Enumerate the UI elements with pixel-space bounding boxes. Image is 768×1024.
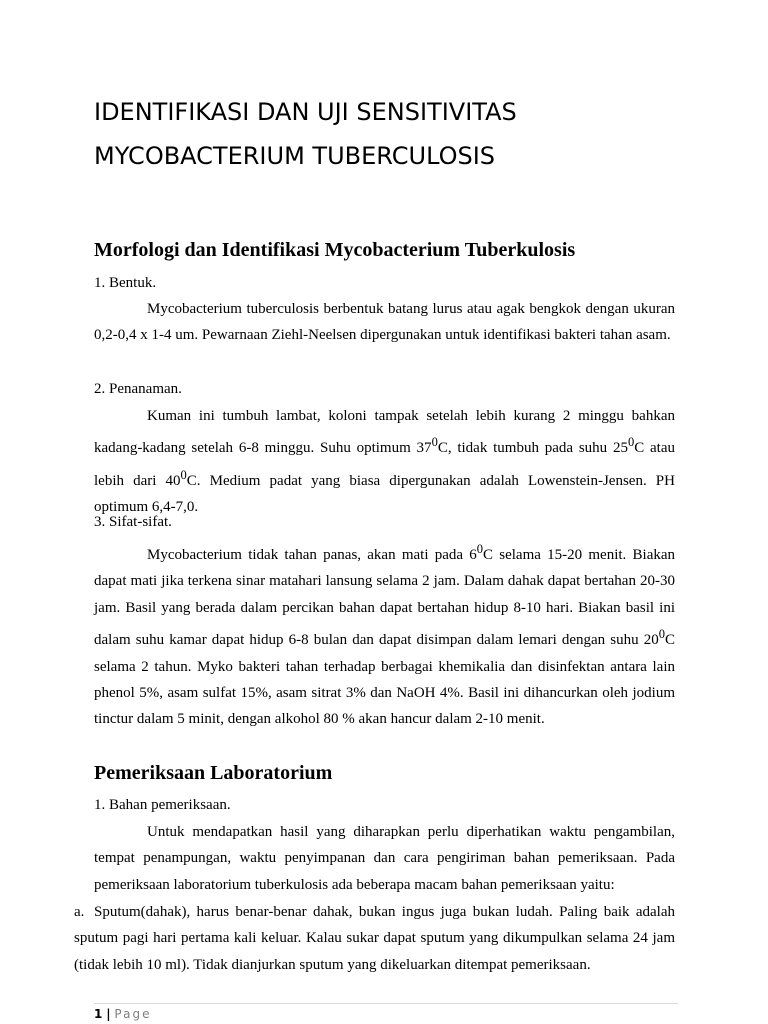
document-title-line-2: MYCOBACTERIUM TUBERCULOSIS (94, 142, 496, 170)
page-number: 1 (94, 1007, 103, 1021)
section-heading-morfologi: Morfologi dan Identifikasi Mycobacterium Tuberkulosis (94, 239, 576, 261)
paragraph-sifat: Mycobacterium tidak tahan panas, akan mati pada $6^0C$ selama 15-20 menit. Biakan dapat mati jika terkena sinar matahari lansung selama 2 jam. Dalam dahak dapat bertahan 20-30 jam. Basil yang berada dalam percikan bahan dapat bertahan hidup 8-10 hari. Biakan basil ini dalam suhu kamar dapat hidup 6-8 bulan dan dapat disimpan dalam lemari dengan suhu $20^0C$ selama 2 tahun. Myko bakteri tahan terhadap berbagai khemikalia dan disinfektan antara lain phenol 5%, asam sulfat 15%, asam sitrat 3% dan NaOH 4%. Basil ini dihancurkan oleh jodium tinctur dalam 5 minit, dengan alkohol 80 % akan hancur dalam 2-10 menit. (94, 542, 676, 728)
document-title-line-1: IDENTIFIKASI DAN UJI SENSITIVITAS (94, 98, 517, 126)
item-label-bentuk: 1. Bentuk. (94, 275, 157, 291)
list-marker-a: a. (74, 904, 85, 920)
item-label-bahan: 1. Bahan pemeriksaan. (94, 797, 231, 813)
list-item-a (74, 899, 675, 978)
page-footer (94, 1005, 151, 1023)
paragraph-bentuk: Mycobacterium tuberculosis berbentuk batang lurus atau agak bengkok dengan ukuran 0,2-0,4 x 1-4 um. Pewarnaan Ziehl-Neelsen dipergunakan untuk identifikasi bakteri tahan asam. (94, 301, 675, 344)
page-label: Page (114, 1007, 152, 1021)
item-label-sifat: 3. Sifat-sifat. (94, 514, 172, 530)
document-title (94, 90, 694, 178)
footer-rule (94, 1003, 678, 1004)
section-heading-pemeriksaan: Pemeriksaan Laboratorium (94, 762, 333, 784)
item-label-penanaman: 2. Penanaman. (94, 381, 182, 397)
paragraph-penanaman: Kuman ini tumbuh lambat, koloni tampak setelah lebih kurang 2 minggu bahkan kadang-kadang setelah 6-8 minggu. Suhu optimum $37^0C$, tidak tumbuh pada suhu $25^0C$ atau lebih dari $40^0C$. Medium padat yang biasa dipergunakan adalah Lowenstein-Jensen. PH optimum 6,4-7,0. (94, 408, 675, 516)
footer-separator: | (106, 1007, 111, 1021)
paragraph-bahan: Untuk mendapatkan hasil yang diharapkan perlu diperhatikan waktu pengambilan, tempat penampungan, waktu penyimpanan dan cara pengiriman bahan pemeriksaan. Pada pemeriksaan laboratorium tuberkulosis ada beberapa macam bahan pemeriksaan yaitu: (94, 824, 675, 893)
list-text-a: Sputum(dahak), harus benar-benar dahak, bukan ingus juga bukan ludah. Paling baik adalah sputum pagi hari pertama kali keluar. Kalau sukar dapat sputum yang dikumpulkan selama 24 jam (tidak lebih 10 ml). Tidak dianjurkan sputum yang dikeluarkan ditempat pemeriksaan. (74, 904, 675, 973)
